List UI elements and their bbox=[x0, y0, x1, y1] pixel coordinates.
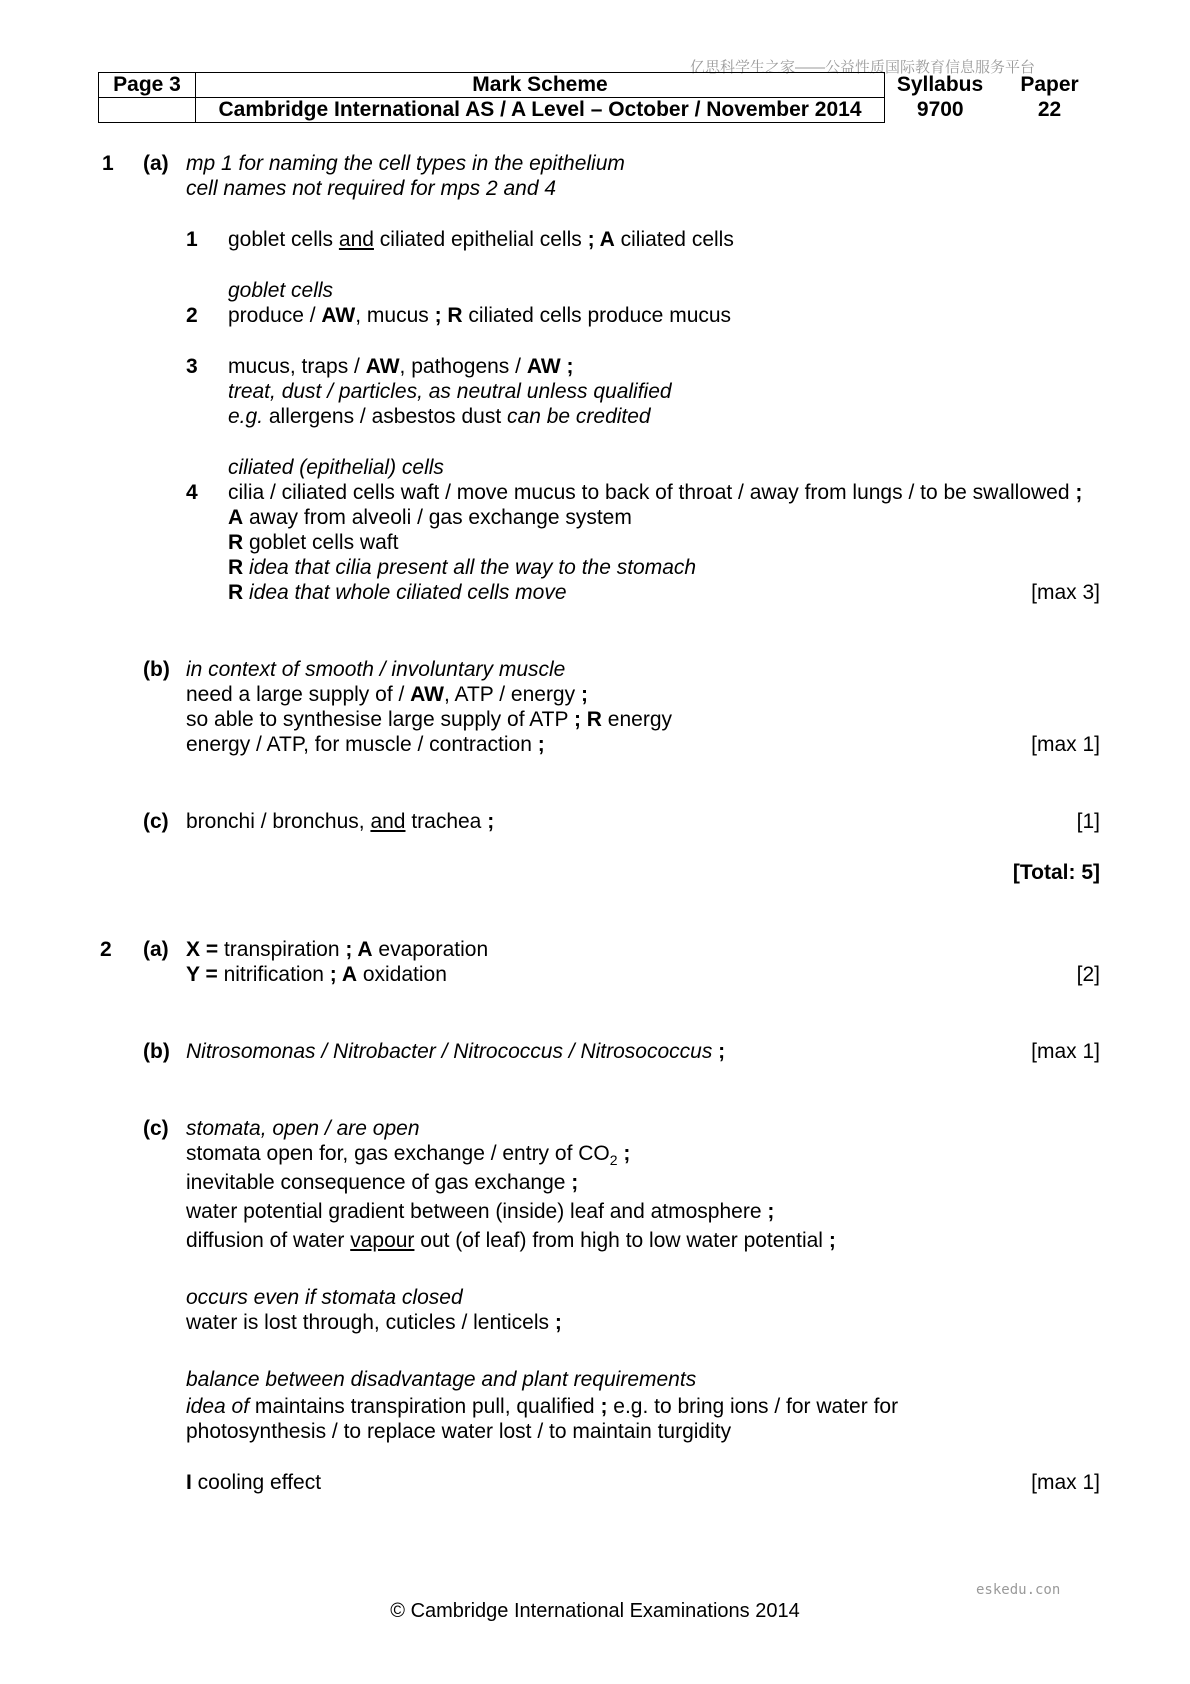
watermark-bottom: eskedu.con bbox=[976, 1582, 1061, 1598]
question-2-number: 2 bbox=[100, 938, 112, 961]
q1b-label: (b) bbox=[143, 658, 170, 681]
q2c-marks: [max 1] bbox=[1031, 1471, 1100, 1494]
q2b-line-1: Nitrosomonas / Nitrobacter / Nitrococcus / Nitrosococcus ; bbox=[186, 1040, 726, 1063]
q1c-line-1: bronchi / bronchus, and trachea ; bbox=[186, 810, 495, 833]
q1a-point-4-line-3: R goblet cells waft bbox=[228, 531, 399, 554]
q1a-point-3-line-3: e.g. allergens / asbestos dust can be credited bbox=[228, 405, 651, 428]
q1a-point-2-number: 2 bbox=[186, 304, 198, 327]
q1a-note-1: mp 1 for naming the cell types in the epithelium bbox=[186, 152, 625, 175]
paper-code: 22 bbox=[1037, 98, 1062, 121]
q2b-marks: [max 1] bbox=[1031, 1040, 1100, 1063]
q1b-line-3: so able to synthesise large supply of ATP ; R energy bbox=[186, 708, 672, 731]
syllabus-label: Syllabus bbox=[896, 73, 984, 96]
q2c-line-4: diffusion of water vapour out (of leaf) from high to low water potential ; bbox=[186, 1229, 836, 1252]
q1b-line-1: in context of smooth / involuntary muscle bbox=[186, 658, 566, 681]
syllabus-code: 9700 bbox=[916, 98, 964, 121]
q1a-point-4-line-2: A away from alveoli / gas exchange system bbox=[228, 506, 632, 529]
q2c-line-3: water potential gradient between (inside) leaf and atmosphere ; bbox=[186, 1200, 775, 1223]
copyright-footer: © Cambridge International Examinations 2014 bbox=[390, 1600, 800, 1622]
q1c-marks: [1] bbox=[1076, 810, 1100, 833]
page-title: Mark Scheme bbox=[196, 73, 885, 98]
paper-label: Paper bbox=[1020, 73, 1079, 96]
q2a-label: (a) bbox=[143, 938, 169, 961]
header-table bbox=[98, 72, 1104, 123]
q2c-line-2: inevitable consequence of gas exchange ; bbox=[186, 1171, 579, 1194]
q2c-line-5: water is lost through, cuticles / lenticels ; bbox=[186, 1311, 562, 1334]
q1a-point-4-number: 4 bbox=[186, 481, 198, 504]
ciliated-cells-heading: ciliated (epithelial) cells bbox=[228, 456, 444, 479]
q2b-label: (b) bbox=[143, 1040, 170, 1063]
q2a-y-line: Y = nitrification ; A oxidation bbox=[186, 963, 447, 986]
q1a-note-2: cell names not required for mps 2 and 4 bbox=[186, 177, 557, 200]
q2c-line-6: idea of maintains transpiration pull, qualified ; e.g. to bring ions / for water for bbox=[186, 1395, 899, 1418]
q1a-point-4-line-4: R idea that cilia present all the way to the stomach bbox=[228, 556, 697, 579]
q1b-marks: [max 1] bbox=[1031, 733, 1100, 756]
q2a-x-line: X = transpiration ; A evaporation bbox=[186, 938, 489, 961]
q1-total: [Total: 5] bbox=[1012, 861, 1100, 884]
q1a-point-3-number: 3 bbox=[186, 355, 198, 378]
watermark-top: 亿思科学生之家——公益性质国际教育信息服务平台 bbox=[690, 59, 1036, 76]
question-1-number: 1 bbox=[102, 152, 114, 175]
q2a-marks: [2] bbox=[1076, 963, 1100, 986]
q2c-label: (c) bbox=[143, 1117, 169, 1140]
q1a-point-1: goblet cells and ciliated epithelial cells ; A ciliated cells bbox=[228, 228, 734, 251]
header-empty-cell bbox=[99, 98, 196, 123]
q1a-marks: [max 3] bbox=[1031, 581, 1100, 604]
q1a-label: (a) bbox=[143, 152, 169, 175]
q2c-heading-3: balance between disadvantage and plant requirements bbox=[186, 1368, 697, 1391]
q2c-line-1: stomata open for, gas exchange / entry of $CO_2$ ; bbox=[186, 1142, 631, 1169]
q1b-line-2: need a large supply of / AW, ATP / energy ; bbox=[186, 683, 588, 706]
q1a-point-3-line-2: treat, dust / particles, as neutral unless qualified bbox=[228, 380, 672, 403]
q1a-point-4: cilia / ciliated cells waft / move mucus to back of throat / away from lungs / to be swallowed ; bbox=[228, 481, 1083, 504]
q2c-heading-2: occurs even if stomata closed bbox=[186, 1286, 463, 1309]
q1c-label: (c) bbox=[143, 810, 169, 833]
q1b-line-4: energy / ATP, for muscle / contraction ; bbox=[186, 733, 545, 756]
page-subtitle: Cambridge International AS / A Level – October / November 2014 bbox=[196, 98, 885, 123]
q1a-point-3: mucus, traps / AW, pathogens / AW ; bbox=[228, 355, 574, 378]
page-number: Page 3 bbox=[99, 73, 196, 98]
q2c-line-8: I cooling effect bbox=[186, 1471, 322, 1494]
q1a-point-2: produce / AW, mucus ; R ciliated cells produce mucus bbox=[228, 304, 732, 327]
q2c-line-7: photosynthesis / to replace water lost / to maintain turgidity bbox=[186, 1420, 732, 1443]
q1a-point-1-number: 1 bbox=[186, 228, 198, 251]
goblet-cells-heading: goblet cells bbox=[228, 279, 334, 302]
q1a-point-4-line-5: R idea that whole ciliated cells move bbox=[228, 581, 567, 604]
q2c-heading-1: stomata, open / are open bbox=[186, 1117, 420, 1140]
